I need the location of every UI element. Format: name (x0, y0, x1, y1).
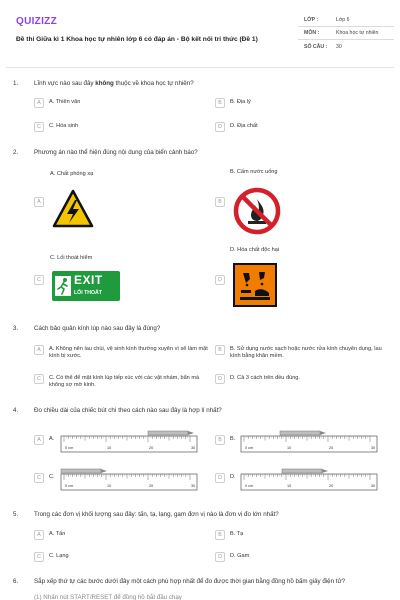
option-letter-box: D (215, 552, 225, 562)
option-a-label: A. Chất phóng xạ (50, 171, 94, 177)
option-letter-box: A (34, 197, 44, 207)
pencil (148, 431, 194, 435)
option-letter-box: C (34, 275, 44, 285)
option-letter-box: A (34, 530, 44, 540)
ruler-label: 10 (107, 484, 112, 488)
exit-sign-text: EXIT (74, 273, 103, 287)
option-c[interactable] (34, 473, 55, 483)
option-a[interactable] (34, 98, 80, 108)
option-letter-box: C (34, 122, 44, 132)
question-number: 4. (13, 407, 19, 414)
option-a[interactable] (34, 345, 209, 360)
ruler-label: 20 (149, 446, 154, 450)
option-letter-box: D (215, 374, 225, 384)
ruler (61, 436, 197, 452)
option-letter-box: C (34, 374, 44, 384)
option-b[interactable] (215, 345, 390, 360)
pencil (280, 431, 326, 435)
ruler-label: 0 cm (245, 446, 254, 450)
option-letter-box: B (215, 197, 225, 207)
question-extra-text: (1) Nhấn nút START/RESET để đồng hồ bắt đầu chạy (34, 594, 182, 600)
option-text: B. Địa lý (230, 99, 251, 105)
ruler-label: 0 cm (65, 484, 74, 488)
meta-value: Lớp 6 (336, 17, 350, 23)
option-text: D. Địa chất (230, 123, 258, 129)
option-a[interactable] (34, 197, 44, 207)
option-letter-box: D (215, 473, 225, 483)
question-number: 5. (13, 511, 19, 518)
question-text-part: Lĩnh vực nào sau đây (34, 80, 96, 87)
option-text: A. (49, 436, 55, 442)
option-b[interactable] (215, 435, 235, 445)
option-text: A. Tấn (49, 531, 66, 537)
ruler-label: 10 (287, 446, 292, 450)
option-c[interactable] (34, 552, 69, 562)
meta-key: SỐ CÂU : (304, 43, 328, 50)
meta-row-class (298, 14, 394, 27)
ruler-label: 10 (287, 484, 292, 488)
option-d[interactable] (215, 473, 236, 483)
option-b[interactable] (215, 98, 251, 108)
question-number: 3. (13, 325, 19, 332)
ruler-option-d (240, 467, 378, 493)
option-b[interactable] (215, 530, 243, 540)
option-d[interactable] (215, 275, 225, 285)
option-c[interactable] (34, 374, 209, 389)
option-text: D. Cả 3 cách trên đều đúng. (230, 375, 300, 381)
option-text: C. Hóa sinh (49, 123, 79, 129)
option-text: C. Lạng (49, 553, 69, 559)
option-d[interactable] (215, 122, 258, 132)
ruler-label: 20 (149, 484, 154, 488)
meta-value: Khoa học tự nhiên (336, 30, 379, 36)
option-a[interactable] (34, 435, 54, 445)
option-b-label: B. Cấm nước uống (230, 169, 278, 175)
ruler (241, 436, 377, 452)
meta-value: 30 (336, 43, 342, 50)
question-text: Sắp xếp thứ tự các bước dưới đây một cách phù hợp nhất để đo được thời gian bằng đồng hồ bấm giây điện tử? (34, 578, 346, 585)
option-letter-box: D (215, 122, 225, 132)
corrosive-sign-icon (233, 263, 277, 307)
option-text: A. Không nên lau chùi, vệ sinh kính thường xuyên vì sẽ làm mặt kính bị xước. (49, 346, 208, 359)
question-text: Phương án nào thể hiện đúng nội dung của biển cảnh báo? (34, 149, 198, 156)
option-text: D. Gam (230, 553, 250, 559)
option-text: B. Tạ (230, 531, 244, 537)
no-open-flame-sign-icon (233, 187, 281, 235)
exit-sign-subtext: LỐI THOÁT (74, 290, 102, 296)
option-letter-box: B (215, 530, 225, 540)
ruler (61, 474, 197, 490)
option-c[interactable] (34, 275, 44, 285)
pencil (282, 469, 328, 473)
option-text: A. Thiên văn (49, 99, 81, 105)
option-letter-box: A (34, 98, 44, 108)
exit-sign-icon (52, 271, 120, 301)
option-d-label: D. Hóa chất độc hại (230, 247, 280, 253)
question-number: 1. (13, 80, 19, 87)
question-number: 6. (13, 578, 19, 585)
ruler-label: 30 (371, 484, 376, 488)
ruler-label: 0 cm (245, 484, 254, 488)
ruler-label: 0 cm (65, 446, 74, 450)
meta-key: MÔN : (304, 30, 320, 36)
option-letter-box: A (34, 345, 44, 355)
option-letter-box: C (34, 552, 44, 562)
ruler-label: 10 (107, 446, 112, 450)
ruler-label: 30 (191, 446, 196, 450)
option-letter-box: C (34, 473, 44, 483)
option-letter-box: B (215, 98, 225, 108)
ruler-label: 20 (329, 446, 334, 450)
option-text: B. Sử dụng nước sạch hoặc nước rửa kính chuyên dụng, lau kính bằng khăn mềm. (230, 346, 382, 359)
option-text: C. Có thể để mặt kính lúp tiếp xúc với các vật nhám, bẩn mà không sợ mờ kính. (49, 375, 200, 388)
quizizz-logo: QUIZIZZ (16, 16, 57, 27)
ruler-option-b (240, 429, 378, 455)
option-d[interactable] (215, 552, 249, 562)
question-number: 2. (13, 149, 19, 156)
ruler-option-a (60, 429, 198, 455)
option-letter-box: B (215, 435, 225, 445)
meta-key: LỚP : (304, 17, 319, 23)
option-c[interactable] (34, 122, 78, 132)
document-title: Đề thi Giữa kì 1 Khoa học tự nhiên lớp 6 có đáp án - Bộ kết nối tri thức (Đề 1) (16, 36, 258, 43)
ruler-label: 30 (371, 446, 376, 450)
meta-table (298, 14, 394, 53)
worksheet-header (6, 6, 394, 68)
question-text: Đo chiều dài của chiếc bút chì theo cách nào sau đây là hợp lí nhất? (34, 407, 222, 414)
ruler-label: 30 (191, 484, 196, 488)
ruler (241, 474, 377, 490)
question-text: Cách bảo quản kính lúp nào sau đây là đúng? (34, 325, 161, 332)
option-letter-box: A (34, 435, 44, 445)
option-text: C. (49, 474, 55, 480)
option-a[interactable] (34, 530, 65, 540)
option-text: B. (230, 436, 236, 442)
running-man-icon (55, 276, 71, 296)
meta-row-count (298, 40, 394, 53)
meta-row-subject (298, 27, 394, 40)
pencil (61, 469, 107, 473)
question-text (34, 80, 384, 87)
option-d[interactable] (215, 374, 390, 384)
ruler-option-c (60, 467, 198, 493)
option-letter-box: B (215, 345, 225, 355)
question-text-emphasis: không (95, 80, 114, 87)
option-letter-box: D (215, 275, 225, 285)
option-text: D. (230, 474, 236, 480)
option-c-label: C. Lối thoát hiểm (50, 255, 93, 261)
high-voltage-sign-icon (52, 189, 94, 229)
question-text: Trong các đơn vị khối lượng sau đây: tấn, tạ, lạng, gam đơn vị nào là đơn vị đo lớn nhất? (34, 511, 279, 518)
option-b[interactable] (215, 197, 225, 207)
ruler-label: 20 (329, 484, 334, 488)
question-text-part: thuộc về khoa học tự nhiên? (113, 80, 194, 87)
